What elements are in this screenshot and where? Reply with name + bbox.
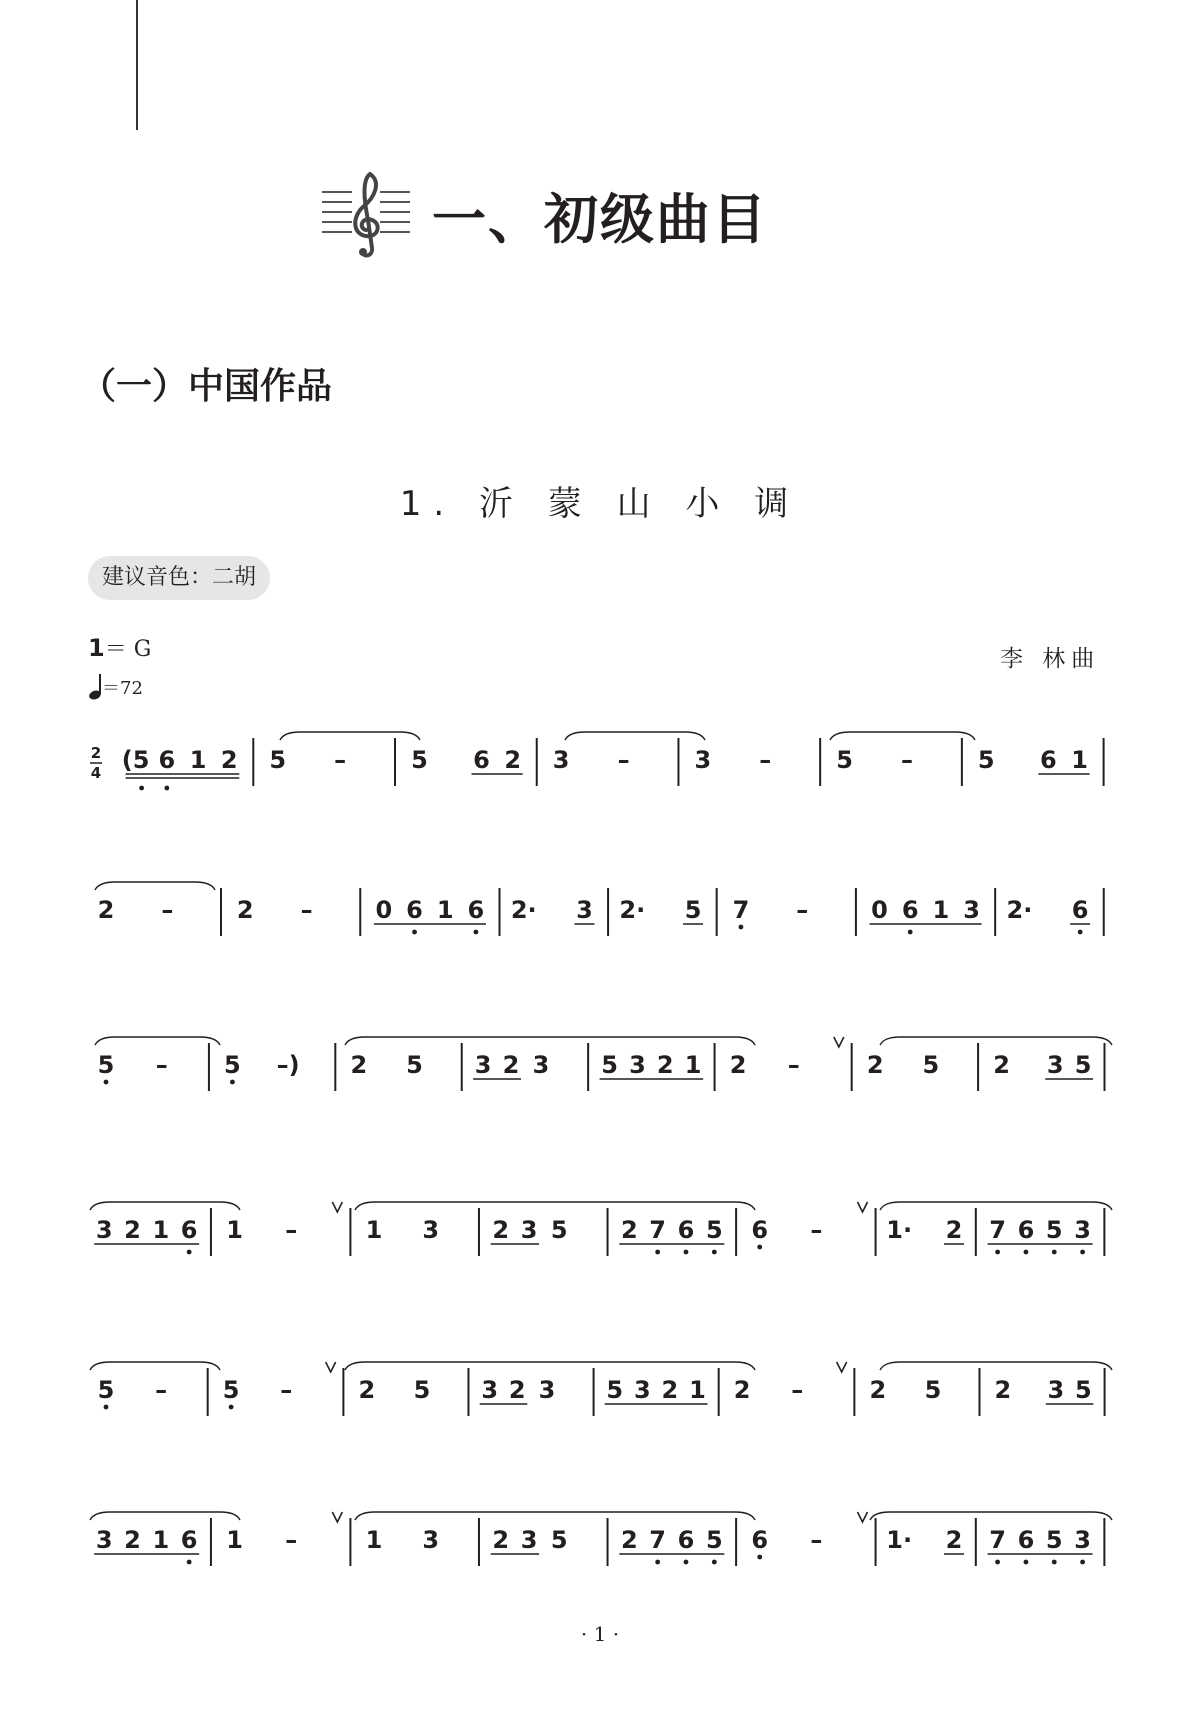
note: – xyxy=(280,1376,293,1404)
slur-arc xyxy=(95,882,215,890)
slur-arc xyxy=(880,1362,1112,1370)
treble-clef-icon xyxy=(322,170,412,260)
note: – xyxy=(285,1526,298,1554)
chapter-heading xyxy=(322,170,768,260)
note: 3 xyxy=(481,1376,499,1404)
note: – xyxy=(155,1376,168,1404)
note: 1 xyxy=(226,1216,243,1244)
low-octave-dot xyxy=(908,930,913,935)
key-note: ＝ G xyxy=(104,637,152,662)
slur-arc xyxy=(90,1512,240,1520)
note: 3 xyxy=(520,1526,538,1554)
note: 2· xyxy=(510,896,537,924)
tempo-value: ＝72 xyxy=(102,678,143,699)
note: 2 xyxy=(492,1216,510,1244)
note: – xyxy=(617,746,630,774)
low-octave-dot xyxy=(139,786,144,791)
note: 6 xyxy=(751,1216,769,1244)
note: 2 xyxy=(866,1051,884,1079)
note: 6 xyxy=(1039,746,1057,774)
note: 3 xyxy=(1046,1051,1064,1079)
breath-mark xyxy=(857,1202,867,1212)
note: 5 xyxy=(406,1051,423,1079)
note: 2 xyxy=(729,1051,747,1079)
note: 5 xyxy=(269,746,287,774)
note: 6 xyxy=(1017,1526,1035,1554)
note: 5 xyxy=(977,746,995,774)
note: 2 xyxy=(220,746,238,774)
breath-mark xyxy=(326,1362,336,1372)
note: 2 xyxy=(945,1526,963,1554)
note: 6 xyxy=(406,896,423,924)
note: 5 xyxy=(550,1216,568,1244)
note: 2 xyxy=(733,1376,751,1404)
note: 3 xyxy=(474,1051,492,1079)
low-octave-dot xyxy=(739,925,744,930)
note: 3 xyxy=(694,746,712,774)
slur-arc xyxy=(345,1362,755,1370)
note: 6 xyxy=(473,746,490,774)
note: 7 xyxy=(989,1526,1006,1554)
note: 2 xyxy=(993,1051,1010,1079)
numbered-score xyxy=(0,700,1200,1600)
note: 2 xyxy=(945,1216,963,1244)
breath-mark xyxy=(837,1362,847,1372)
note: 2 xyxy=(236,896,254,924)
note: 3 xyxy=(629,1051,646,1079)
note: 3 xyxy=(95,1526,113,1554)
note: 1 xyxy=(226,1526,243,1554)
note: 5 xyxy=(684,896,702,924)
slur-arc xyxy=(95,1037,220,1045)
note: 3 xyxy=(1074,1526,1091,1554)
slur-arc xyxy=(870,1512,1112,1520)
note: – xyxy=(810,1526,823,1554)
note: 6 xyxy=(158,746,176,774)
key-signature xyxy=(88,632,151,663)
time-signature-bottom: 4 xyxy=(90,764,102,782)
note: 3 xyxy=(963,896,980,924)
note: 2 xyxy=(124,1526,141,1554)
note: 7 xyxy=(649,1526,667,1554)
note: – xyxy=(300,896,313,924)
low-octave-dot xyxy=(757,1555,762,1560)
note: – xyxy=(901,746,914,774)
low-octave-dot xyxy=(655,1250,660,1255)
slur-arc xyxy=(345,1037,755,1045)
low-octave-dot xyxy=(1024,1560,1029,1565)
tempo-marking xyxy=(88,672,143,700)
note: 1 xyxy=(684,1051,702,1079)
slur-arc xyxy=(90,1202,240,1210)
note: 1· xyxy=(886,1526,913,1554)
note: (5 xyxy=(121,746,150,774)
low-octave-dot xyxy=(104,1405,109,1410)
note: 5 xyxy=(601,1051,618,1079)
note: 6 xyxy=(180,1526,198,1554)
key-do: 1 xyxy=(88,634,105,662)
note: 6 xyxy=(1017,1216,1035,1244)
note: – xyxy=(285,1216,298,1244)
low-octave-dot xyxy=(1052,1560,1057,1565)
note: 2· xyxy=(1006,896,1033,924)
note: 5 xyxy=(97,1376,115,1404)
note: 3 xyxy=(422,1216,440,1244)
low-octave-dot xyxy=(474,930,479,935)
note: 2 xyxy=(492,1526,510,1554)
note: 1 xyxy=(932,896,950,924)
low-octave-dot xyxy=(104,1080,109,1085)
note: 2 xyxy=(504,746,522,774)
composer: 李 林曲 xyxy=(1000,646,1101,672)
slur-arc xyxy=(880,1202,1112,1210)
low-octave-dot xyxy=(230,1080,235,1085)
note: 5 xyxy=(1045,1526,1063,1554)
note: 6 xyxy=(901,896,919,924)
note: 5 xyxy=(922,1051,940,1079)
low-octave-dot xyxy=(187,1250,192,1255)
note: 5 xyxy=(836,746,853,774)
note: 2 xyxy=(656,1051,674,1079)
note: 1 xyxy=(689,1376,706,1404)
low-octave-dot xyxy=(187,1560,192,1565)
low-octave-dot xyxy=(712,1560,717,1565)
note: – xyxy=(791,1376,804,1404)
chapter-title: 一、初级曲目 xyxy=(432,186,768,251)
low-octave-dot xyxy=(164,786,169,791)
note: 5 xyxy=(550,1526,568,1554)
note: 6 xyxy=(751,1526,769,1554)
note: – xyxy=(796,896,809,924)
note: 7 xyxy=(649,1216,667,1244)
note: 5 xyxy=(222,1376,240,1404)
note: 5 xyxy=(924,1376,942,1404)
note: – xyxy=(334,746,347,774)
breath-mark xyxy=(834,1037,844,1047)
section-title: （一）中国作品 xyxy=(80,365,333,407)
song-title: 1. 沂 蒙 山 小 调 xyxy=(399,484,801,524)
note: – xyxy=(759,746,772,774)
note: – xyxy=(810,1216,823,1244)
note: 2 xyxy=(620,1216,638,1244)
note: –) xyxy=(276,1051,300,1079)
note: 2· xyxy=(619,896,646,924)
note: 1 xyxy=(152,1216,170,1244)
low-octave-dot xyxy=(1078,930,1083,935)
note: 6 xyxy=(467,896,485,924)
quarter-note-icon xyxy=(88,672,102,700)
note: 3 xyxy=(1074,1216,1091,1244)
note: 2 xyxy=(994,1376,1012,1404)
breath-mark xyxy=(857,1512,867,1522)
note: 1 xyxy=(152,1526,170,1554)
note: 3 xyxy=(1047,1376,1065,1404)
page-number: · 1 · xyxy=(580,1622,620,1646)
timbre-badge: 建议音色：二胡 xyxy=(88,556,270,600)
note: – xyxy=(161,896,174,924)
note: 5 xyxy=(705,1216,723,1244)
note: 2 xyxy=(869,1376,887,1404)
note: 3 xyxy=(422,1526,440,1554)
slur-arc xyxy=(280,732,420,740)
note: 5 xyxy=(411,746,428,774)
note: 6 xyxy=(677,1526,695,1554)
note: 5 xyxy=(1074,1051,1092,1079)
note: – xyxy=(155,1051,168,1079)
note: 2 xyxy=(508,1376,526,1404)
slur-arc xyxy=(90,1362,220,1370)
note: 0 xyxy=(375,896,393,924)
low-octave-dot xyxy=(684,1250,689,1255)
note: 2 xyxy=(350,1051,368,1079)
note: 1 xyxy=(189,746,207,774)
note: 5 xyxy=(413,1376,431,1404)
note: 5 xyxy=(1045,1216,1063,1244)
note: 5 xyxy=(224,1051,241,1079)
low-octave-dot xyxy=(229,1405,234,1410)
slur-arc xyxy=(355,1512,755,1520)
note: 3 xyxy=(520,1216,538,1244)
note: 3 xyxy=(576,896,593,924)
note: 6 xyxy=(180,1216,198,1244)
breath-mark xyxy=(332,1512,342,1522)
low-octave-dot xyxy=(757,1245,762,1250)
note: 5 xyxy=(97,1051,115,1079)
low-octave-dot xyxy=(712,1250,717,1255)
low-octave-dot xyxy=(412,930,417,935)
note: 3 xyxy=(538,1376,556,1404)
note: 5 xyxy=(705,1526,723,1554)
slur-arc xyxy=(830,732,975,740)
note: 1 xyxy=(365,1216,383,1244)
low-octave-dot xyxy=(1080,1250,1085,1255)
note: 2 xyxy=(502,1051,520,1079)
note: 3 xyxy=(532,1051,550,1079)
note: 5 xyxy=(1075,1376,1092,1404)
low-octave-dot xyxy=(1024,1250,1029,1255)
note: 6 xyxy=(677,1216,695,1244)
time-signature-top: 2 xyxy=(90,744,102,762)
breath-mark xyxy=(332,1202,342,1212)
note: 6 xyxy=(1071,896,1089,924)
note: 7 xyxy=(732,896,750,924)
low-octave-dot xyxy=(655,1560,660,1565)
note: 3 xyxy=(552,746,570,774)
note: 1 xyxy=(1071,746,1088,774)
slur-arc xyxy=(355,1202,755,1210)
low-octave-dot xyxy=(684,1560,689,1565)
note: 2 xyxy=(97,896,115,924)
note: 2 xyxy=(661,1376,679,1404)
low-octave-dot xyxy=(995,1250,1000,1255)
low-octave-dot xyxy=(995,1560,1000,1565)
margin-rule xyxy=(136,0,138,130)
note: 2 xyxy=(124,1216,141,1244)
note: 2 xyxy=(620,1526,638,1554)
low-octave-dot xyxy=(1080,1560,1085,1565)
note: 1· xyxy=(886,1216,913,1244)
slur-arc xyxy=(565,732,705,740)
note: 3 xyxy=(95,1216,113,1244)
note: 1 xyxy=(436,896,454,924)
note: 1 xyxy=(365,1526,383,1554)
note: 7 xyxy=(989,1216,1006,1244)
note: 2 xyxy=(358,1376,376,1404)
note: 0 xyxy=(871,896,888,924)
slur-arc xyxy=(880,1037,1112,1045)
note: – xyxy=(787,1051,800,1079)
note: 5 xyxy=(606,1376,624,1404)
low-octave-dot xyxy=(1052,1250,1057,1255)
note: 3 xyxy=(633,1376,651,1404)
